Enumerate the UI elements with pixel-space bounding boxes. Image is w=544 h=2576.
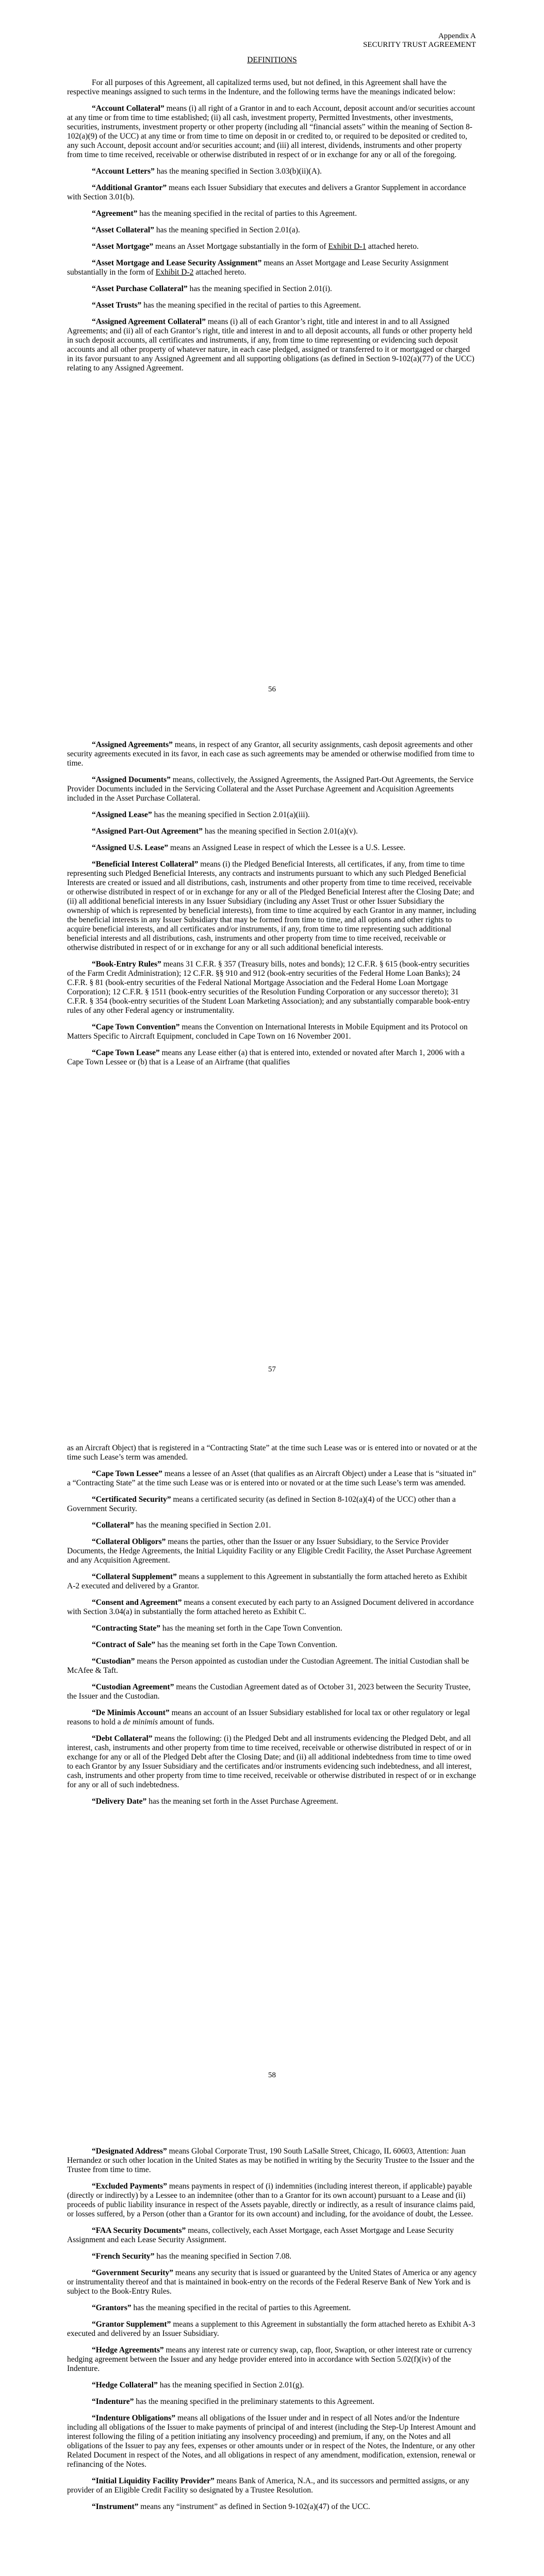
- page-body: [67, 1444, 477, 1814]
- definition-text: means each Issuer Subsidiary that executes and delivers a Grantor Supplement in accordance with Section 3.01(b).: [67, 183, 466, 201]
- definition-text: means any security that is issued or guaranteed by the United States of America or any agency or instrumentality thereof and that is maintained in book-entry on the records of the Federal Reserve Bank of New York and is subject to the Book-Entry Rules.: [67, 2268, 477, 2296]
- definition-paragraph: [67, 2182, 477, 2219]
- definition-paragraph: [67, 226, 477, 235]
- defined-term: “Agreement”: [92, 209, 138, 218]
- definition-text: has the meaning specified in the preliminary statements to this Agreement.: [134, 2397, 375, 2406]
- definition-text: means, in respect of any Grantor, all security assignments, cash deposit agreements and other security agreements executed in its favor, in each case as such agreements may be amended or otherwise modified from time to time.: [67, 740, 475, 768]
- definition-paragraph: [67, 1657, 477, 1675]
- document-page: [0, 2110, 544, 2576]
- defined-term: “Account Letters”: [92, 167, 155, 176]
- definition-paragraph: [67, 301, 477, 310]
- defined-term: “Asset Mortgage and Lease Security Assignment”: [92, 259, 262, 267]
- definition-text: means an Asset Mortgage and Lease Security Assignment substantially in the form of: [67, 259, 449, 277]
- definition-paragraph: [67, 2397, 477, 2406]
- definition-paragraph: [67, 2414, 477, 2469]
- definition-paragraph: [67, 242, 477, 251]
- defined-term: “Indenture”: [92, 2397, 134, 2406]
- definition-text: has the meaning set forth in the Cape Town Convention.: [160, 1624, 342, 1633]
- agreement-title: SECURITY TRUST AGREEMENT: [363, 41, 476, 49]
- defined-term: “Assigned Agreement Collateral”: [92, 317, 206, 326]
- defined-term: “Contracting State”: [92, 1624, 161, 1633]
- definition-text: attached hereto.: [366, 242, 419, 251]
- definition-paragraph: [67, 1683, 477, 1701]
- definition-text: means the Person appointed as custodian under the Custodian Agreement. The initial Custodian shall be McAfee & Taft.: [67, 1657, 469, 1675]
- page-body: [67, 78, 477, 380]
- exhibit-reference: Exhibit D-2: [155, 268, 194, 277]
- defined-term: “Assigned Documents”: [92, 775, 171, 784]
- definition-text: means a supplement to this Agreement in substantially the form attached hereto as Exhibit A-2 executed and delivered by a Grantor.: [67, 1572, 467, 1590]
- definition-text: For all purposes of this Agreement, all capitalized terms used, but not defined, in this Agreement shall have the respective meanings assigned to such terms in the Indenture, and the following terms have the meanings indicated below:: [67, 78, 456, 96]
- definition-text: means a certificated security (as defined in Section 8-102(a)(4) of the UCC) other than a Government Security.: [67, 1495, 456, 1513]
- definition-paragraph: [67, 2502, 477, 2512]
- definition-text: means, collectively, the Assigned Agreements, the Assigned Part-Out Agreements, the Service Provider Documents included in the Servicing Collateral and the Asset Purchase Agreement and Acquisition Agreements included in the Asset Purchase Collateral.: [67, 775, 474, 803]
- definition-text: means all obligations of the Issuer under and in respect of all Notes and/or the Indenture including all obligations of the Issuer to make payments of principal of and interest (including the Step-Up Interest Amount and interest following the filing of a petition initiating any insolvency proceeding) and premium, if any, on the Notes and all obligations of the Issuer to pay any fees, expenses or other amounts under or in respect of the Notes, the Indenture, or any other Related Document in respect of the Notes, and all obligations in respect of any amendment, modification, extension, renewal or refinancing of the Notes.: [67, 2414, 476, 2469]
- definition-paragraph: [67, 167, 477, 176]
- definition-text: has the meaning specified in the recital of parties to this Agreement.: [137, 209, 357, 218]
- definition-paragraph: [67, 1708, 477, 1727]
- defined-term: “Cape Town Lessee”: [92, 1469, 162, 1478]
- definition-paragraph: [67, 183, 477, 202]
- document-page: [0, 1406, 544, 2110]
- document-page: [0, 0, 544, 703]
- defined-term: “Collateral”: [92, 1521, 134, 1530]
- definition-text: means a lessee of an Asset (that qualifies as an Aircraft Object) under a Lease that is “situated in” a “Contracting State” at the time such Lease was or is entered into or novated or at the time such Lease’s term was amended.: [67, 1469, 476, 1487]
- definition-paragraph: [67, 960, 477, 1015]
- definition-text: means the Convention on International Interests in Mobile Equipment and its Protocol on Matters Specific to Aircraft Equipment, concluded in Cape Town on 16 November 2001.: [67, 1023, 468, 1041]
- defined-term: “Excluded Payments”: [92, 2182, 167, 2191]
- defined-term: “Government Security”: [92, 2268, 173, 2277]
- definition-text: amount of funds.: [158, 1718, 215, 1726]
- definition-paragraph: [67, 2381, 477, 2390]
- definition-text: de minimis: [123, 1718, 158, 1726]
- defined-term: “Cape Town Convention”: [92, 1023, 180, 1031]
- definition-paragraph: [67, 1469, 477, 1488]
- page-body: [67, 2147, 477, 2519]
- defined-term: “FAA Security Documents”: [92, 2226, 186, 2235]
- definition-text: means Bank of America, N.A., and its successors and permitted assigns, or any provider of an Eligible Credit Facility so designated by a Trustee Resolution.: [67, 2477, 469, 2495]
- defined-term: “Designated Address”: [92, 2147, 167, 2156]
- definition-text: attached hereto.: [193, 268, 246, 277]
- defined-term: “Custodian Agreement”: [92, 1683, 174, 1691]
- defined-term: “Book-Entry Rules”: [92, 960, 161, 969]
- definition-text: has the meaning specified in Section 3.03(b)(ii)(A).: [154, 167, 322, 176]
- defined-term: “Cape Town Lease”: [92, 1048, 160, 1057]
- definition-text: means any Lease either (a) that is entered into, extended or novated after March 1, 2006 with a Cape Town Lessee or (b) that is a Lease of an Airframe (that qualifies: [67, 1048, 465, 1066]
- definition-paragraph: [67, 1797, 477, 1806]
- definition-text: has the meaning specified in Section 2.01(g).: [157, 2381, 304, 2389]
- definition-text: means an Asset Mortgage substantially in the form of: [153, 242, 328, 251]
- definition-text: means (i) all right of a Grantor in and to each Account, deposit account and/or securities account at any time or from time to time established; (ii) all cash, investment property, Permitted Investments, other investments, securities, instruments, investment property or other property (including all “financial assets” within the meaning of Section 8-102(a)(9) of the UCC) at any time or from time to time on deposit in or credited to, or required to be deposited or credited to, any such Account, deposit account and/or securities account; and (iii) all interest, dividends, instruments and other property from time to time received, receivable or otherwise distributed in respect of or in exchange for any or all of the foregoing.: [67, 104, 475, 159]
- definition-text: means the Custodian Agreement dated as of October 31, 2023 between the Security Trustee, the Issuer and the Custodian.: [67, 1683, 471, 1701]
- defined-term: “French Security”: [92, 2252, 155, 2261]
- defined-term: “Assigned Agreements”: [92, 740, 173, 749]
- defined-term: “Indenture Obligations”: [92, 2414, 176, 2422]
- definition-paragraph: [67, 1495, 477, 1514]
- definition-text: has the meaning specified in Section 2.01(a)(iii).: [152, 810, 310, 819]
- defined-term: “Collateral Supplement”: [92, 1572, 177, 1581]
- definition-text: has the meaning set forth in the Asset Purchase Agreement.: [146, 1797, 338, 1806]
- definition-paragraph: [67, 810, 477, 820]
- definition-text: means (i) the Pledged Beneficial Interests, all certificates, if any, from time to time representing such Pledged Beneficial Interests, any contracts and instruments pursuant to which any such Pledged Beneficial Interests are created or issued and all distributions, cash, instruments and other property from time to time received, receivable or otherwise distributed in respect of or in exchange for any or all of the Pledged Beneficial Interest after the Closing Date; and (ii) all additional beneficial interests in any Issuer Subsidiary (including any Asset Trust or other Issuer Subsidiary the ownership of which is represented by beneficial interests), from time to time acquired by each Grantor in any manner, including the beneficial interests in any Issuer Subsidiary that may be formed from time to time, and all options and other rights to acquire beneficial interests, and all certificates and/or instruments, if any, from time to time representing such additional beneficial interests and all distributions, cash, instruments and other property from time to time received, receivable or otherwise distributed in respect of or in exchange for any or all such additional beneficial interests.: [67, 860, 476, 952]
- defined-term: “Account Collateral”: [92, 104, 164, 113]
- defined-term: “Asset Mortgage”: [92, 242, 154, 251]
- defined-term: “Delivery Date”: [92, 1797, 147, 1806]
- defined-term: “Assigned Part-Out Agreement”: [92, 827, 203, 836]
- definition-text: has the meaning specified in Section 2.01(i).: [187, 284, 332, 293]
- page-header: [363, 32, 476, 49]
- definition-paragraph: [67, 1537, 477, 1565]
- definition-text: means payments in respect of (i) indemnities (including interest thereon, if applicable) payable (directly or indirectly) by a Lessee to an indemnitee (other than to a Grantor for its own account) pursuant to a Lease and (ii) proceeds of public liability insurance in respect of the Assets payable, directly or indirectly, as a result of insurance claims paid, or losses suffered, by a Person (other than a Grantor for its own account) and including, for the avoidance of doubt, the Lessee.: [67, 2182, 475, 2218]
- defined-term: “Hedge Collateral”: [92, 2381, 158, 2389]
- defined-term: “Certificated Security”: [92, 1495, 171, 1504]
- definition-paragraph: [67, 740, 477, 768]
- defined-term: “De Minimis Account”: [92, 1708, 170, 1717]
- defined-term: “Grantor Supplement”: [92, 2320, 171, 2329]
- definition-text: has the meaning specified in Section 2.01(a).: [154, 226, 300, 234]
- definition-paragraph: [67, 775, 477, 803]
- definition-text: means an Assigned Lease in respect of which the Lessee is a U.S. Lessee.: [168, 843, 406, 852]
- defined-term: “Consent and Agreement”: [92, 1598, 182, 1607]
- definition-paragraph: [67, 860, 477, 953]
- definition-paragraph: [67, 2147, 477, 2175]
- definition-paragraph: [67, 1023, 477, 1041]
- definition-paragraph: [67, 78, 477, 97]
- definition-paragraph: [67, 1048, 477, 1067]
- definition-paragraph: [67, 284, 477, 294]
- defined-term: “Asset Purchase Collateral”: [92, 284, 188, 293]
- defined-term: “Contract of Sale”: [92, 1640, 156, 1649]
- definition-text: has the meaning specified in the recital of parties to this Agreement.: [131, 2303, 351, 2312]
- definition-text: means 31 C.F.R. § 357 (Treasury bills, notes and bonds); 12 C.F.R. § 615 (book-entry securities of the Farm Credit Administration); 12 C.F.R. §§ 910 and 912 (book-entry securities of the Federal Home Loan Banks); 24 C.F.R. § 81 (book-entry securities of the Federal National Mortgage Association and the Federal Home Loan Mortgage Corporation); 12 C.F.R. § 1511 (book-entry securities of the Resolution Funding Corporation or any successor thereto); 31 C.F.R. § 354 (book-entry securities of the Student Loan Marketing Association); and any substantially comparable book-entry rules of any other Federal agency or instrumentality.: [67, 960, 470, 1015]
- definition-text: means any interest rate or currency swap, cap, floor, Swaption, or other interest rate or currency hedging agreement between the Issuer and any hedge provider entered into in accordance with Section 5.02(f)(iv) of the Indenture.: [67, 2346, 472, 2373]
- definition-paragraph: [67, 2303, 477, 2313]
- defined-term: “Initial Liquidity Facility Provider”: [92, 2477, 215, 2485]
- defined-term: “Additional Grantor”: [92, 183, 167, 192]
- definition-text: means a supplement to this Agreement in substantially the form attached hereto as Exhibit A-3 executed and delivered by an Issuer Subsidiary.: [67, 2320, 475, 2338]
- page-number: 56: [268, 685, 276, 693]
- definition-paragraph: [67, 2477, 477, 2495]
- definition-text: means any “instrument” as defined in Section 9-102(a)(47) of the UCC.: [138, 2502, 370, 2511]
- definition-text: means, collectively, each Asset Mortgage, each Asset Mortgage and Lease Security Assignment and each Lease Security Assignment.: [67, 2226, 454, 2244]
- definition-paragraph: [67, 2268, 477, 2296]
- defined-term: “Instrument”: [92, 2502, 139, 2511]
- definition-paragraph: [67, 1640, 477, 1650]
- definition-text: means Global Corporate Trust, 190 South LaSalle Street, Chicago, IL 60603, Attention: Juan Hernandez or such other location in the United States as may be notified in writing by the Security Trustee to the Issuer and the Trustee from time to time.: [67, 2147, 474, 2174]
- appendix-label: Appendix A: [438, 32, 476, 40]
- defined-term: “Hedge Agreements”: [92, 2346, 164, 2354]
- definition-paragraph: [67, 2320, 477, 2338]
- definition-paragraph: [67, 1598, 477, 1617]
- definition-text: has the meaning specified in Section 7.08.: [154, 2252, 292, 2261]
- defined-term: “Beneficial Interest Collateral”: [92, 860, 199, 869]
- defined-term: “Asset Collateral”: [92, 226, 154, 234]
- definition-text: means (i) all of each Grantor’s right, title and interest in and to all Assigned Agreements; and (ii) all of each Grantor’s right, title and interest in and to all deposit accounts, all funds or other property held in such deposit accounts, all certificates and instruments, if any, from time to time representing or evidencing such deposit accounts and all other property of whatever nature, in each case pledged, assigned or transferred to it or mortgaged or charged in its favor pursuant to any Assigned Agreement and all supporting obligations (as defined in Section 9-102(a)(77) of the UCC) relating to any Assigned Agreement.: [67, 317, 474, 372]
- section-title: DEFINITIONS: [247, 56, 297, 64]
- definition-paragraph: [67, 1734, 477, 1790]
- definition-text: means the parties, other than the Issuer or any Issuer Subsidiary, to the Service Provider Documents, the Hedge Agreements, the Initial Liquidity Facility or any Eligible Credit Facility, the Asset Purchase Agreement and any Acquisition Agreement.: [67, 1537, 472, 1565]
- definition-paragraph: [67, 1444, 477, 1462]
- definition-paragraph: [67, 2252, 477, 2261]
- defined-term: “Debt Collateral”: [92, 1734, 153, 1743]
- document-page: [0, 703, 544, 1406]
- definition-text: as an Aircraft Object) that is registered in a “Contracting State” at the time such Lease was or is entered into or novated or at the time such Lease’s term was amended.: [67, 1444, 477, 1462]
- definition-text: means the following: (i) the Pledged Debt and all instruments evidencing the Pledged Debt, and all interest, cash, instruments and other property from time to time received, receivable or otherwise distributed in respect of or in exchange for any or all of the Pledged Debt after the Closing Date; and (ii) all additional indebtedness from time to time owed to each Grantor by any Issuer Subsidiary and the certificates and/or instruments evidencing such indebtedness, and all interest, cash, instruments and other property from time to time received, receivable or otherwise distributed in respect of or in exchange for any or all of such indebtedness.: [67, 1734, 476, 1789]
- definition-paragraph: [67, 843, 477, 853]
- definition-paragraph: [67, 1572, 477, 1591]
- definition-paragraph: [67, 1624, 477, 1633]
- definition-text: has the meaning specified in Section 2.01.: [134, 1521, 271, 1530]
- defined-term: “Custodian”: [92, 1657, 135, 1666]
- definition-paragraph: [67, 209, 477, 218]
- definition-paragraph: [67, 2226, 477, 2245]
- definition-text: has the meaning set forth in the Cape Town Convention.: [155, 1640, 338, 1649]
- definition-text: has the meaning specified in the recital of parties to this Agreement.: [141, 301, 361, 310]
- definition-text: means an account of an Issuer Subsidiary established for local tax or other regulatory or legal reasons to hold a: [67, 1708, 470, 1726]
- defined-term: “Grantors”: [92, 2303, 131, 2312]
- definition-text: means a consent executed by each party to an Assigned Document delivered in accordance with Section 3.04(a) in substantially the form attached hereto as Exhibit C.: [67, 1598, 474, 1616]
- definition-text: has the meaning specified in Section 2.01(a)(v).: [202, 827, 358, 836]
- definition-paragraph: [67, 827, 477, 836]
- definition-paragraph: [67, 104, 477, 160]
- defined-term: “Collateral Obligors”: [92, 1537, 166, 1546]
- page-number: 58: [268, 2071, 276, 2079]
- defined-term: “Asset Trusts”: [92, 301, 142, 310]
- definition-paragraph: [67, 317, 477, 373]
- page-number: 57: [268, 1365, 276, 1374]
- definition-paragraph: [67, 1521, 477, 1530]
- page-body: [67, 740, 477, 1074]
- definition-paragraph: [67, 259, 477, 277]
- defined-term: “Assigned Lease”: [92, 810, 152, 819]
- definition-paragraph: [67, 2346, 477, 2374]
- defined-term: “Assigned U.S. Lease”: [92, 843, 169, 852]
- exhibit-reference: Exhibit D-1: [328, 242, 367, 251]
